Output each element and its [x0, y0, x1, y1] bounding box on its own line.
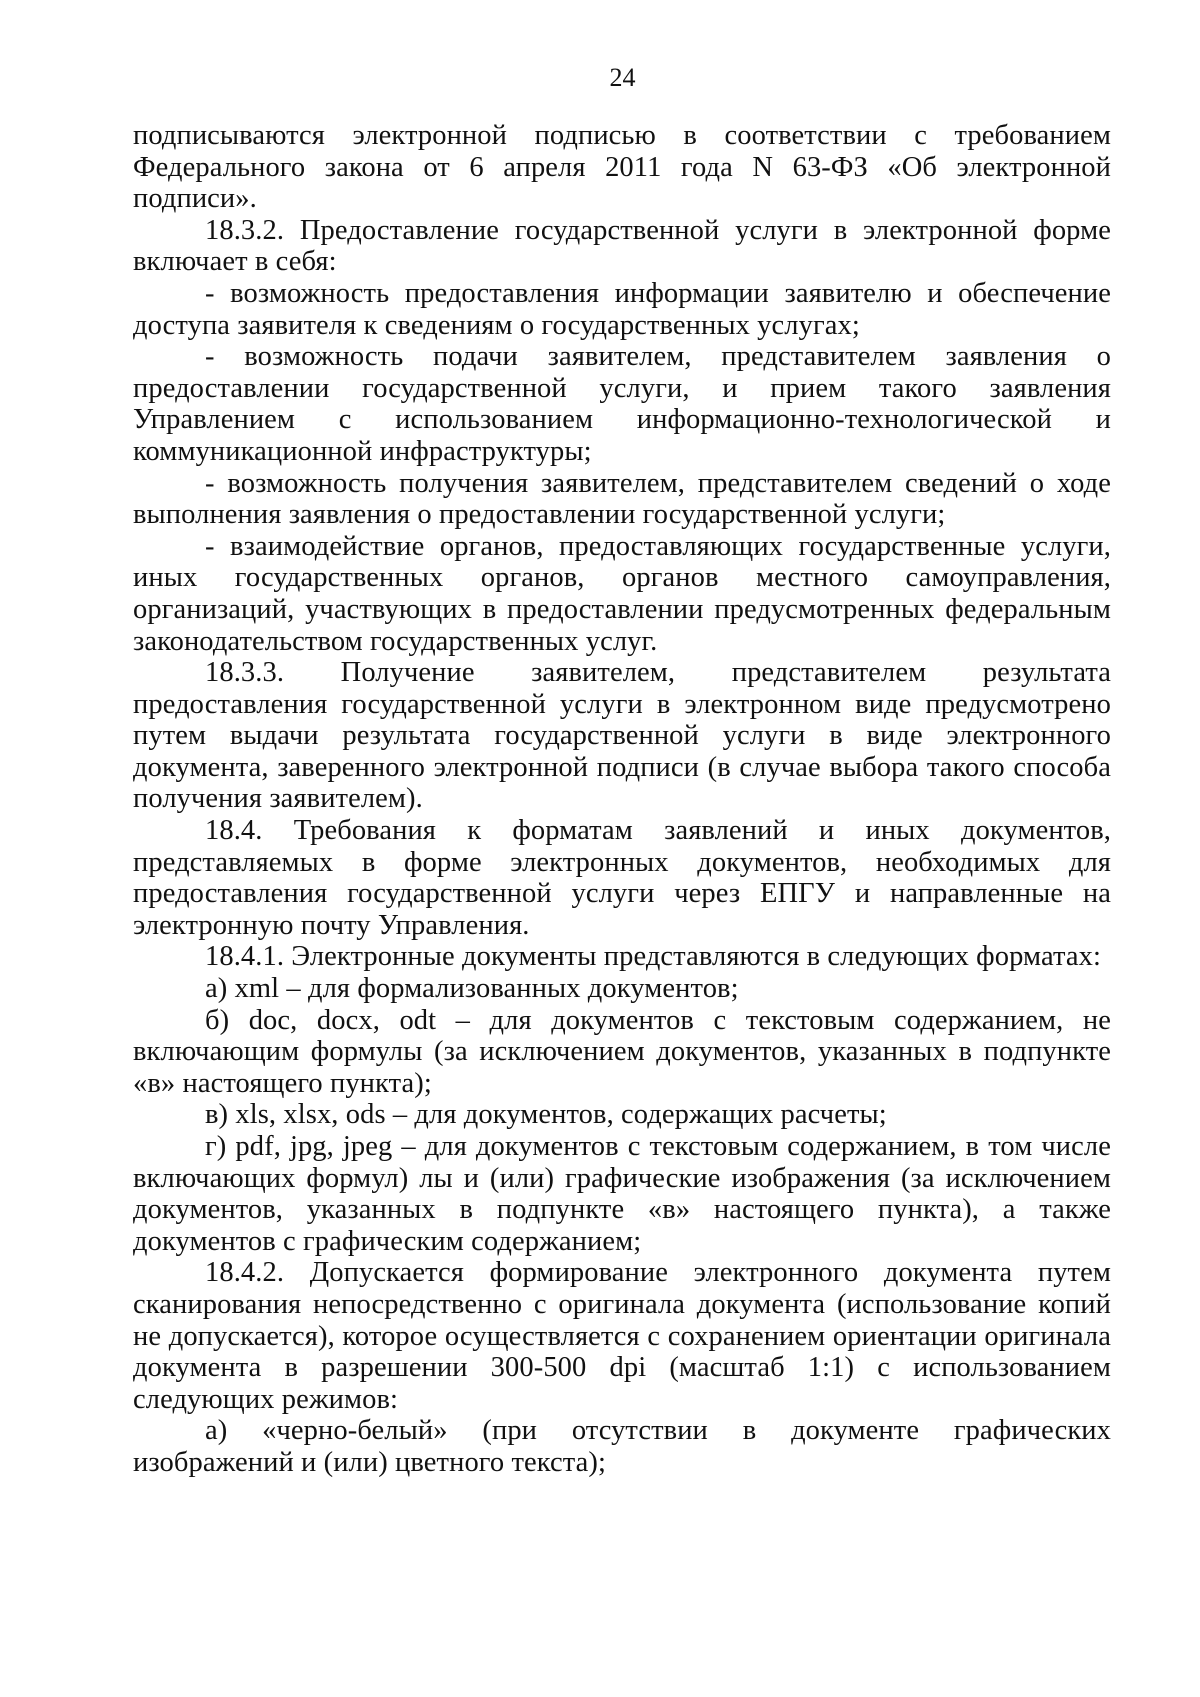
scan-mode-item-a: а) «черно-белый» (при отсутствии в документе графических изображений и (или) цветного текста); [133, 1415, 1111, 1478]
paragraph-18-4-2: 18.4.2. Допускается формирование электронного документа путем сканирования непосредственно с оригинала документа (использование копий не допускается), которое осуществляется с сохранением ориентации оригинала документа в разрешении 300-500 dpi (масштаб 1:1) с использованием следующих режимов: [133, 1257, 1111, 1415]
list-item-application-submission: - возможность подачи заявителем, представителем заявления о предоставлении государственной услуги, и прием такого заявления Управлением с использованием информационно-технологической и коммуникационной инфраструктуры; [133, 341, 1111, 467]
paragraph-18-3-3: 18.3.3. Получение заявителем, представителем результата предоставления государственной услуги в электронном виде предусмотрено путем выдачи результата государственной услуги в виде электронного документа, заверенного электронной подписи (в случае выбора такого способа получения заявителем). [133, 657, 1111, 815]
list-item-progress-information: - возможность получения заявителем, представителем сведений о ходе выполнения заявления о предоставлении государственной услуги; [133, 467, 1111, 531]
paragraph-18-4: 18.4. Требования к форматам заявлений и иных документов, представляемых в форме электронных документов, необходимых для предоставления государственной услуги через ЕПГУ и направленные на электронную почту Управления. [133, 815, 1111, 941]
format-item-a: а) xml – для формализованных документов; [205, 973, 739, 1005]
paragraph-18-4-1: 18.4.1. Электронные документы представляются в следующих форматах: [205, 941, 1101, 973]
page-number: 24 [609, 63, 636, 92]
list-item-interaction-of-bodies: - взаимодействие органов, предоставляющих государственные услуги, иных государственных органов, органов местного самоуправления, организаций, участвующих в предоставлении предусмотренных федеральным законодательством государственных услуг. [133, 530, 1111, 657]
paragraph-18-3-2: 18.3.2. Предоставление государственной услуги в электронной форме включает в себя: [133, 214, 1111, 278]
format-item-v: в) xls, xlsx, ods – для документов, содержащих расчеты; [205, 1099, 887, 1131]
list-item-information-access: - возможность предоставления информации заявителю и обеспечение доступа заявителя к сведениям о государственных услугах; [133, 277, 1111, 341]
document-body [133, 120, 1111, 1479]
format-item-b: б) doc, docx, odt – для документов с текстовым содержанием, не включающим формулы (за исключением документов, указанных в подпункте «в» настоящего пункта); [133, 1004, 1111, 1099]
paragraph-signature-continuation: подписываются электронной подписью в соответствии с требованием Федерального закона от 6 апреля 2011 года N 63-ФЗ «Об электронной подписи». [133, 120, 1111, 215]
format-item-g: г) pdf, jpg, jpeg – для документов с текстовым содержанием, в том числе включающих формул) лы и (или) графические изображения (за исключением документов, указанных в подпункте «в» настоящего пункта), а также документов с графическим содержанием; [133, 1131, 1111, 1257]
